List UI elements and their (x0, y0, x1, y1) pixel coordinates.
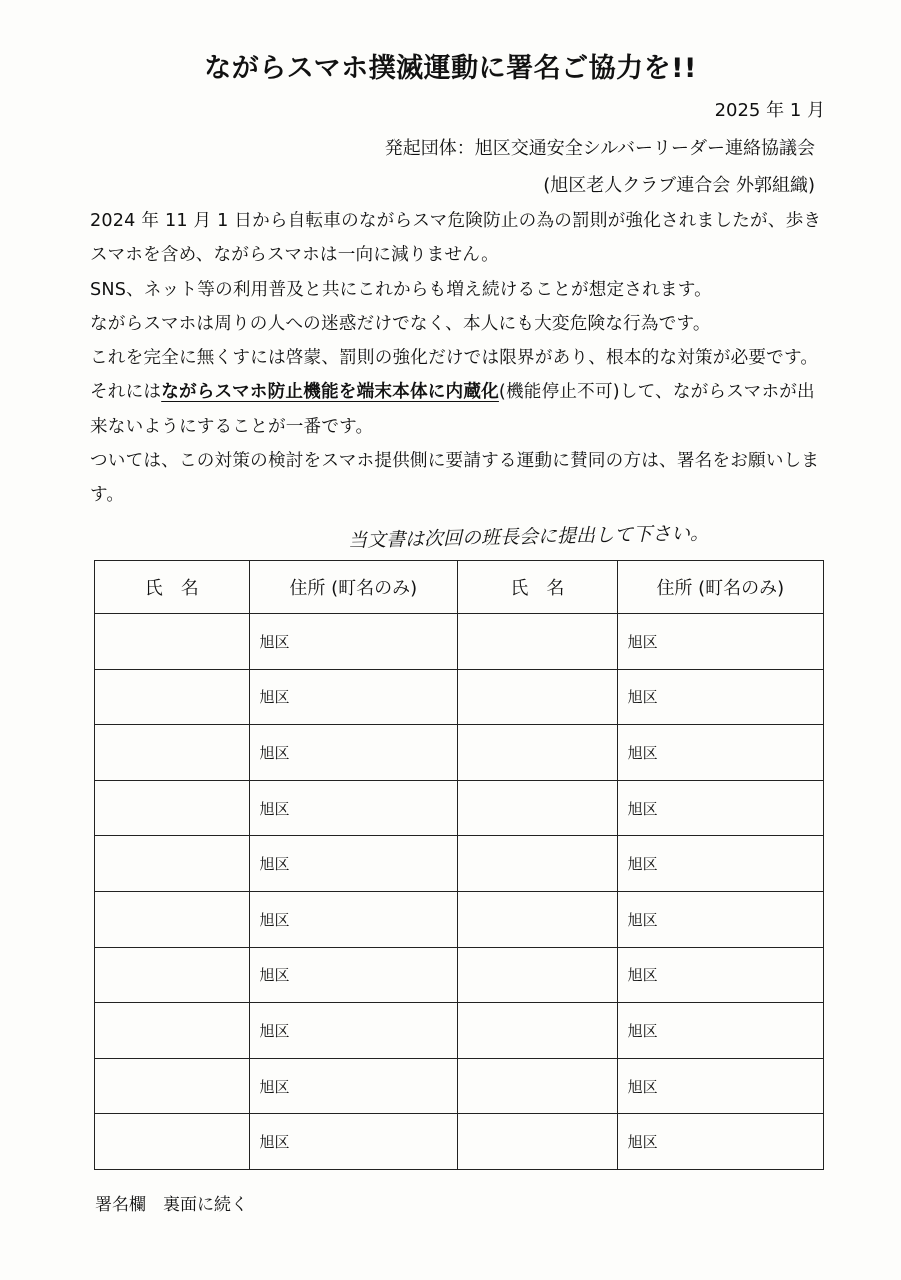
address-cell[interactable]: 旭区 (617, 836, 823, 892)
signature-name-cell[interactable] (458, 725, 618, 781)
table-row (95, 891, 824, 947)
body-paragraph-3: ながらスマホは周りの人への迷惑だけでなく、本人にも大変危険な行為です。 (90, 313, 711, 334)
signature-name-cell[interactable] (95, 947, 250, 1003)
address-cell[interactable]: 旭区 (617, 1058, 823, 1114)
table-header-row (95, 561, 824, 614)
signature-name-cell[interactable] (95, 1114, 250, 1170)
body-paragraph-1: 2024 年 11 月 1 日から自転車のながらスマ危険防止の為の罰則が強化されましたが、歩きスマホを含め、ながらスマホは一向に減りません。 (90, 211, 822, 266)
address-cell[interactable]: 旭区 (617, 669, 823, 725)
table-row (95, 725, 824, 781)
table-row (95, 614, 824, 670)
signature-name-cell[interactable] (458, 1003, 618, 1059)
address-cell[interactable]: 旭区 (249, 614, 457, 670)
address-cell[interactable]: 旭区 (617, 891, 823, 947)
table-row (95, 947, 824, 1003)
signature-name-cell[interactable] (95, 836, 250, 892)
address-cell[interactable]: 旭区 (249, 1058, 457, 1114)
table-row (95, 669, 824, 725)
document-body (90, 204, 830, 513)
body-paragraph-4 (90, 341, 830, 444)
signature-table (94, 560, 824, 1170)
document-date: 2025 年 1 月 (714, 100, 825, 121)
header-name-2: 氏 名 (458, 561, 618, 614)
signature-name-cell[interactable] (95, 725, 250, 781)
body-paragraph-4-text: これを完全に無くすには啓蒙、罰則の強化だけでは限界があり、根本的な対策が必要です。それには (90, 348, 819, 403)
table-row (95, 836, 824, 892)
handwritten-note: 当文書は次回の班長会に提出して下さい。 (347, 522, 710, 552)
body-emphasis: ながらスマホ防止機能を端末本体に内蔵化 (161, 382, 499, 403)
address-cell[interactable]: 旭区 (617, 780, 823, 836)
address-cell[interactable]: 旭区 (617, 1114, 823, 1170)
signature-name-cell[interactable] (95, 891, 250, 947)
table-row (95, 1114, 824, 1170)
address-cell[interactable]: 旭区 (617, 614, 823, 670)
signature-name-cell[interactable] (458, 947, 618, 1003)
body-paragraph-2: SNS、ネット等の利用普及と共にこれからも増え続けることが想定されます。 (90, 279, 712, 300)
signature-name-cell[interactable] (458, 891, 618, 947)
signature-name-cell[interactable] (458, 836, 618, 892)
header-name-1: 氏 名 (95, 561, 250, 614)
address-cell[interactable]: 旭区 (249, 1003, 457, 1059)
address-cell[interactable]: 旭区 (249, 891, 457, 947)
address-cell[interactable]: 旭区 (249, 836, 457, 892)
header-address-2: 住所 (町名のみ) (617, 561, 823, 614)
address-cell[interactable]: 旭区 (249, 669, 457, 725)
signature-name-cell[interactable] (458, 1058, 618, 1114)
signature-name-cell[interactable] (458, 614, 618, 670)
document-title: ながらスマホ撲滅運動に署名ご協力を!! (204, 53, 697, 84)
header-address-1: 住所 (町名のみ) (249, 561, 457, 614)
address-cell[interactable]: 旭区 (617, 1003, 823, 1059)
signature-name-cell[interactable] (458, 1114, 618, 1170)
organization-name: 発起団体：旭区交通安全シルバーリーダー連絡協議会 (384, 138, 815, 159)
address-cell[interactable]: 旭区 (617, 947, 823, 1003)
body-paragraph-5: ついては、この対策の検討をスマホ提供側に要請する運動に賛同の方は、署名をお願いします。 (90, 451, 820, 506)
address-cell[interactable]: 旭区 (249, 725, 457, 781)
signature-name-cell[interactable] (95, 1003, 250, 1059)
footer-note: 署名欄 裏面に続く (95, 1195, 248, 1215)
table-row (95, 1003, 824, 1059)
signature-name-cell[interactable] (458, 780, 618, 836)
signature-name-cell[interactable] (95, 1058, 250, 1114)
address-cell[interactable]: 旭区 (249, 780, 457, 836)
table-row (95, 1058, 824, 1114)
table-row (95, 780, 824, 836)
signature-name-cell[interactable] (458, 669, 618, 725)
address-cell[interactable]: 旭区 (617, 725, 823, 781)
address-cell[interactable]: 旭区 (249, 1114, 457, 1170)
signature-name-cell[interactable] (95, 780, 250, 836)
signature-name-cell[interactable] (95, 614, 250, 670)
body-paragraph-4-tail: (機能停止不可)して、ながらスマホが出来ないようにすることが一番です。 (90, 382, 815, 437)
signature-rows (95, 614, 824, 1170)
address-cell[interactable]: 旭区 (249, 947, 457, 1003)
signature-name-cell[interactable] (95, 669, 250, 725)
organization-subtitle: (旭区老人クラブ連合会 外郭組織) (543, 175, 815, 196)
